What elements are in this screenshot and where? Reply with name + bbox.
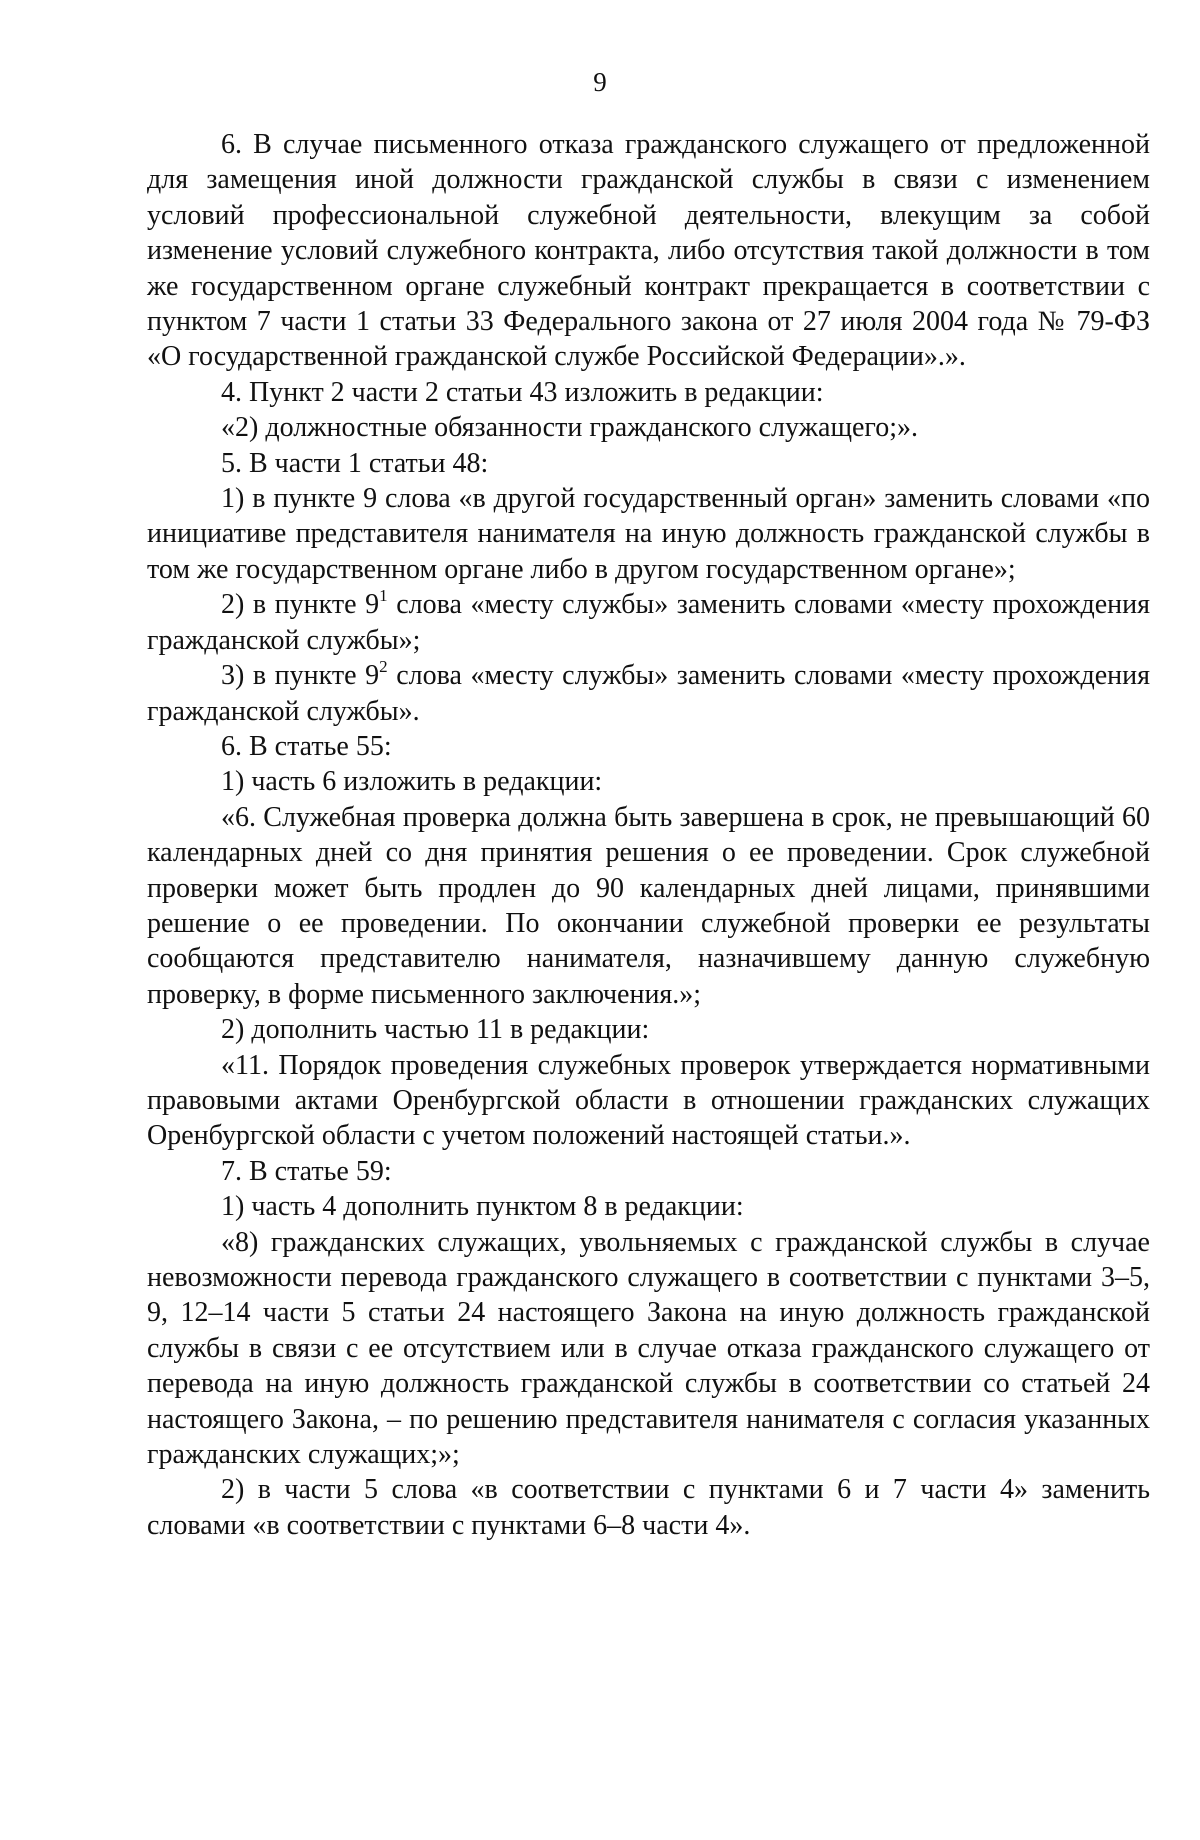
paragraph-amendment-4-text: «2) должностные обязанности гражданского служащего;». (221, 412, 918, 444)
paragraph-amendment-5-item-3 (147, 658, 1150, 729)
paragraph-amendment-5: 5. В части 1 статьи 48: (221, 447, 489, 479)
paragraph-amendment-6-part-6-text: «6. Служебная проверка должна быть завершена в срок, не превышающий 60 календарных дней со дня принятия решения о ее проведении. Срок служебной проверки может быть продлен до 90 календарных дней лицами, принявшими решение о ее проведении. По окончании служебной проверки ее результаты сообщаются представителю нанимателя, назначившему данную служебную проверку, в форме письменного заключения.»; (147, 801, 1150, 1010)
paragraph-amendment-5-item-2 (147, 587, 1150, 658)
superscript: 1 (379, 586, 388, 606)
paragraph-amendment-6: 6. В статье 55: (221, 730, 392, 762)
paragraph-part: 2) в пункте 9 (221, 589, 380, 621)
paragraph-amendment-7: 7. В статье 59: (221, 1155, 392, 1187)
paragraph-part: слова «месту службы» заменить словами «месту прохождения гражданской службы»; (147, 589, 1151, 656)
paragraph-amendment-7-item-8-text: «8) гражданских служащих, увольняемых с гражданской службы в случае невозможности перевода гражданского служащего в соответствии с пунктами 3–5, 9, 12–14 части 5 статьи 24 настоящего Закона на иную должность гражданской службы в связи с ее отсутствием или в случае отказа гражданского служащего от перевода на иную должность гражданской службы в соответствии со статьей 24 настоящего Закона, – по решению представителя нанимателя с согласия указанных гражданских служащих;»; (147, 1226, 1150, 1471)
paragraph-amendment-6-item-1: 1) часть 6 изложить в редакции: (221, 766, 603, 798)
paragraph-amendment-4: 4. Пункт 2 части 2 статьи 43 изложить в редакции: (221, 376, 824, 408)
paragraph-amendment-7-item-1: 1) часть 4 дополнить пунктом 8 в редакции: (221, 1191, 744, 1223)
paragraph-item-6-contract-termination: 6. В случае письменного отказа гражданского служащего от предложенной для замещения иной должности гражданской службы в связи с изменением условий профессиональной служебной деятельности, влекущим за собой изменение условий служебного контракта, либо отсутствия такой должности в том же государственном органе служебный контракт прекращается в соответствии с пунктом 7 части 1 статьи 33 Федерального закона от 27 июля 2004 года № 79-ФЗ «О государственной гражданской службе Российской Федерации».». (147, 129, 1150, 373)
document-body (147, 127, 1150, 1543)
paragraph-amendment-6-item-2: 2) дополнить частью 11 в редакции: (221, 1014, 650, 1046)
paragraph-amendment-6-part-11-text: «11. Порядок проведения служебных проверок утверждается нормативными правовыми актами Оренбургской области в отношении гражданских служащих Оренбургской области с учетом положений настоящей статьи.». (147, 1049, 1150, 1152)
paragraph-amendment-5-item-1: 1) в пункте 9 слова «в другой государственный орган» заменить словами «по инициативе представителя нанимателя на иную должность гражданской службы в том же государственном органе либо в другом государственном органе»; (147, 483, 1150, 585)
paragraph-amendment-7-item-2: 2) в части 5 слова «в соответствии с пунктами 6 и 7 части 4» заменить словами «в соответствии с пунктами 6–8 части 4». (147, 1474, 1150, 1541)
page-number: 9 (593, 67, 607, 97)
paragraph-part: 3) в пункте 9 (221, 660, 380, 692)
paragraph-part: слова «месту службы» заменить словами «месту прохождения гражданской службы». (147, 660, 1151, 727)
superscript: 2 (379, 657, 388, 677)
